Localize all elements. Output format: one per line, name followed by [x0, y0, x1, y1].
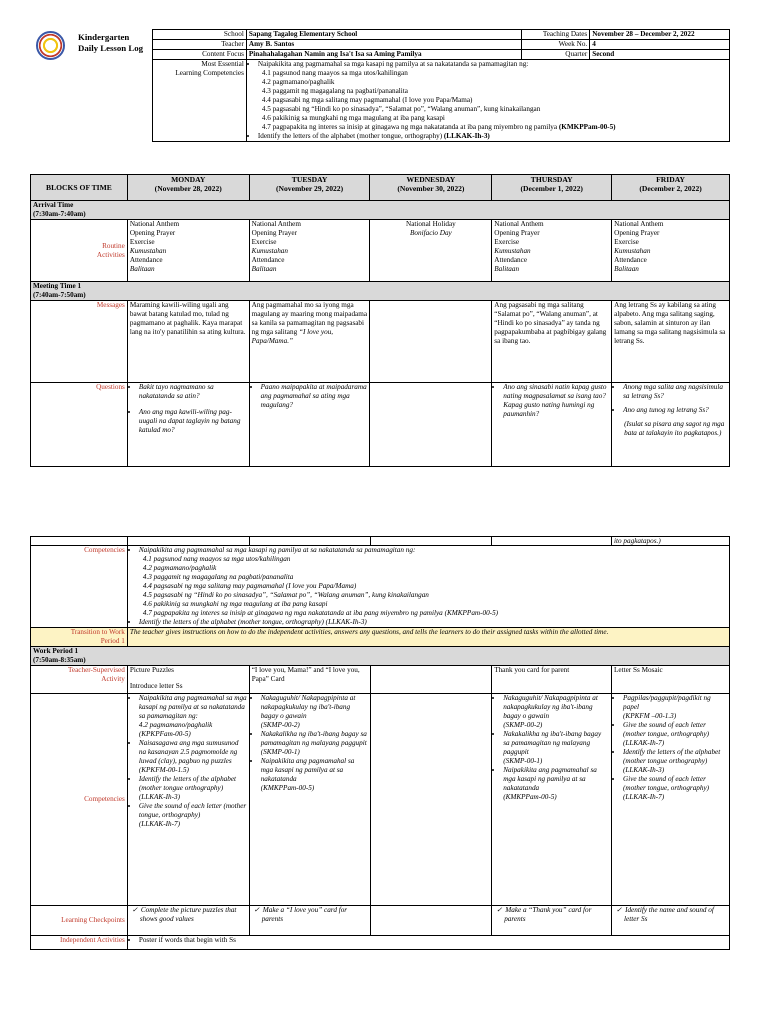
checkpoint-thursday: ✓ Make a “Thank you” card for parents — [492, 906, 612, 936]
mel-item: 4.1 pagsunod nang maayos sa mga utos/kahilingan — [261, 69, 408, 77]
competencies-label-2: Competencies — [31, 694, 128, 906]
mel-item: 4.4 pagsasabi ng mga salitang may pagmamahal (I love you Papa/Mama) — [261, 96, 473, 104]
questions-friday: • Anong mga salita ang nagsisimula sa letrang Ss? • Ano ang tunog ng letrang Ss? (Isulat sa pisara ang sagot ng mga bata at talakayin ito pagkatapos.) — [612, 383, 730, 467]
message-monday: Maraming kawili-wiling ugali ang bawat batang katulad mo, tulad ng pagmamano at paghalik. Kaya marapat lang na ito'y panatilihin sa ating kultura. — [127, 301, 249, 383]
tsa-thursday: Thank you card for parent — [492, 666, 612, 694]
message-tuesday: Ang pagmamahal mo sa iyong mga magulang ay maaring mong maipadama sa kanila sa pamamagitan ng pagsasabi ng mga salitang “I love you, Papa/Mama.” — [249, 301, 370, 383]
competencies-tuesday: • Nakaguguhit/ Nakapagpipinta at nakapagkukulay ng iba't-ibang bagay o gawain (SKMP-00-2) • Nakakalikha ng iba't-ibang bagay sa pamamagitan ng malayang paggupit (SKMP-00-1) • Naipakikita ang pagmamahal sa mga kasapi ng pamilya at sa nakatatanda (KMKPPam-00-5) — [249, 694, 370, 906]
week-value: 4 — [590, 40, 730, 50]
mel-item-code: (KMKPPam-00-5) — [558, 123, 616, 131]
school-value: Sapang Tagalog Elementary School — [246, 30, 521, 40]
mel-content — [246, 60, 729, 142]
thursday-header: THURSDAY (December 1, 2022) — [492, 175, 612, 201]
blocks-of-time-header: BLOCKS OF TIME — [31, 175, 128, 201]
questions-label: Questions — [31, 383, 128, 467]
competencies-wednesday — [370, 694, 492, 906]
checkmark-icon — [132, 906, 141, 914]
routine-activities-label: Routine Activities — [31, 220, 128, 282]
tsa-friday: Letter Ss Mosaic — [612, 666, 730, 694]
routine-list-tuesday: National Anthem Opening Prayer Exercise Kumustahan Attendance Balitaan — [249, 220, 370, 282]
mel-item: 4.7 pagpapakita ng interes sa inisip at ginagawa ng mga nakatatanda at iba pang miyembro ng pamilya — [261, 123, 558, 131]
work-period-table — [30, 536, 730, 950]
routine-list-monday: National Anthem Opening Prayer Exercise Kumustahan Attendance Balitaan — [127, 220, 249, 282]
message-friday: Ang letrang Ss ay kabilang sa ating alpabeto. Ang mga salitang saging, sabon, salamin at sinturon ay ilan lamang sa mga salitang nagsisimula sa letrang Ss. — [612, 301, 730, 383]
work-period-section: Work Period 1 (7:50am-8:35am) — [31, 647, 730, 666]
holiday-cell: National Holiday Bonifacio Day — [370, 220, 492, 282]
checkpoint-wednesday — [370, 906, 492, 936]
mel-item: 4.6 pakikinig sa mungkahi ng mga magulang at iba pang kasapi — [261, 114, 445, 122]
tsa-wednesday — [370, 666, 492, 694]
dates-value: November 28 – December 2, 2022 — [590, 30, 730, 40]
checkmark-icon — [616, 906, 625, 914]
lesson-log-page-1 — [0, 0, 768, 470]
lesson-log-page-2 — [0, 536, 768, 966]
mel-alpha: Identify the letters of the alphabet (mother tongue, orthography) — [257, 132, 443, 140]
mel-main: • Naipakikita ang pagmamahal sa mga kasapi ng pamilya at sa nakatatanda sa pamamagitan ng: — [258, 60, 727, 69]
mel-item: 4.5 pagsasabi ng “Hindi ko po sinasadya”, “Salamat po”, “Walang anuman”, kung kinakailangan — [261, 105, 541, 113]
teacher-label: Teacher — [153, 40, 247, 50]
friday-header: FRIDAY (December 2, 2022) — [612, 175, 730, 201]
routine-list-thursday: National Anthem Opening Prayer Exercise Kumustahan Attendance Balitaan — [492, 220, 612, 282]
transition-label: Transition to Work Period 1 — [31, 628, 128, 647]
tsa-tuesday: “I love you, Mama!” and “I love you, Papa” Card — [249, 666, 370, 694]
independent-activities-label: Independent Activities — [31, 936, 128, 950]
teacher-supervised-label: Teacher-Supervised Activity — [31, 666, 128, 694]
focus-value: Pinahahalagahan Namin ang Isa't Isa sa Aming Pamilya — [246, 50, 521, 60]
competencies-label: Competencies — [31, 546, 128, 628]
transition-text: The teacher gives instructions on how to do the independent activities, answers any questions, and tells the learners to do their assigned tasks within the allotted time. — [127, 628, 729, 647]
meeting-time-section: Meeting Time 1 (7:40am-7:50am) — [31, 282, 730, 301]
checkmark-icon — [496, 906, 505, 914]
checkpoint-monday: ✓ Complete the picture puzzles that shows good values — [127, 906, 249, 936]
questions-friday-note: (Isulat sa pisara ang sagot ng mga bata at talakayin ito pagkatapos.) — [624, 420, 725, 437]
questions-monday: • Bakit tayo nagmamano sa nakatatanda sa atin? • Ano ang mga kawili-wiling pag-uugali na dapat taglayin ng batang katulad mo? — [127, 383, 249, 467]
competencies-content: • Naipakikita ang pagmamahal sa mga kasapi ng pamilya at sa nakatatanda sa pamamagitan ng: 4.1 pagsunod nang maayos sa mga utos/kahilingan 4.2 pagmamano/paghalik 4.3 paggamit ng magagalang na pagbati/pananalita 4.4 pagsasabi ng mga salitang may pagmamahal (I love you Papa/Mama) 4.5 pagsasabi ng “Hindi ko po sinasadya”, “Salamat po”, “Walang anuman”, kung kinakailangan 4.6 pakikinig sa mungkahi ng mga magulang at iba pang kasapi 4.7 pagpapakita ng interes sa inisip at ginagawa ng mga nakatatanda at iba pang miyembro ng pamilya (KMKPPam-00-5) • Identify the letters of the alphabet (mother tongue, orthography) (LLKAK-Ih-3) — [127, 546, 729, 628]
wednesday-header: WEDNESDAY (November 30, 2022) — [370, 175, 492, 201]
week-label: Week No. — [522, 40, 590, 50]
independent-activities-content: • Poster if words that begin with Ss — [127, 936, 729, 950]
weekly-schedule-table — [30, 174, 730, 467]
checkmark-icon — [254, 906, 263, 914]
competencies-thursday: • Nakaguguhit/ Nakapagpipinta at nakapagkukulay ng iba't-ibang bagay o gawain (SKMP-00-2) • Nakakalikha ng iba't-ibang bagay sa pamamagitan ng malayang paggupit (SKMP-00-1) • Naipakikita ang pagmamahal sa mga kasapi ng pamilya at sa nakatatanda (KMKPPam-00-5) — [492, 694, 612, 906]
mel-item: 4.3 paggamit ng magagalang na pagbati/pananalita — [261, 87, 408, 95]
questions-thursday: • Ano ang sinasabi natin kapag gusto nating magpasalamat sa isang tao? Kapag gusto nating humingi ng paumanhin? — [492, 383, 612, 467]
mel-alpha-code: (LLKAK-Ih-3) — [443, 132, 490, 140]
document-title: Kindergarten Daily Lesson Log — [78, 32, 144, 53]
quarter-value: Second — [590, 50, 730, 60]
quarter-label: Quarter — [522, 50, 590, 60]
focus-label: Content Focus — [153, 50, 247, 60]
questions-tuesday: • Paano maipapakita at maipadarama ang pagmamahal sa ating mga magulang? — [249, 383, 370, 467]
competencies-friday: • Pagpilas/paggupit/pagdikit ng papel (KPKFM –00-1.3) • Give the sound of each letter (mother tongue, orthography) (LLKAK-Ih-7) • Identify the letters of the alphabet (mother tongue orthography) (LLKAK-Ih-3) • Give the sound of each letter (mother tongue, orthography) (LLKAK-Ih-7) — [612, 694, 730, 906]
mel-item: 4.2 pagmamano/paghalik — [261, 78, 335, 86]
tsa-monday: Picture Puzzles Introduce letter Ss — [127, 666, 249, 694]
arrival-time-section: Arrival Time (7:30am-7:40am) — [31, 201, 730, 220]
checkpoint-tuesday: ✓ Make a “I love you” card for parents — [249, 906, 370, 936]
deped-seal-icon — [36, 31, 65, 60]
school-label: School — [153, 30, 247, 40]
teacher-value: Amy B. Santos — [246, 40, 521, 50]
questions-wednesday — [370, 383, 492, 467]
monday-header: MONDAY (November 28, 2022) — [127, 175, 249, 201]
messages-label: Messages — [31, 301, 128, 383]
routine-list-friday: National Anthem Opening Prayer Exercise Kumustahan Attendance Balitaan — [612, 220, 730, 282]
competencies-monday: • Naipakikita ang pagmamahal sa mga kasapi ng pamilya at sa nakatatanda sa pamamagitan ng: 4.2 pagmamano/paghalik (KPKPFam-00-5) • Naisasagawa ang mga sumusunod na kasanayan 2.5 pagmomolde ng luwad (clay), pagbuo ng puzzles (KPKFM-00-1.5) • Identify the letters of the alphabet (mother tongue orthography) (LLKAK-Ih-3) • Give the sound of each letter (mother tongue, orthography) (LLKAK-Ih-7) — [127, 694, 249, 906]
message-wednesday — [370, 301, 492, 383]
checkpoint-friday: ✓ Identify the name and sound of letter Ss — [612, 906, 730, 936]
header-table — [152, 29, 730, 142]
learning-checkpoints-label: Learning Checkpoints — [31, 906, 128, 936]
friday-note-continued: ito pagkatapos.) — [612, 537, 730, 546]
dates-label: Teaching Dates — [522, 30, 590, 40]
tuesday-header: TUESDAY (November 29, 2022) — [249, 175, 370, 201]
mel-label: Most Essential Learning Competencies — [153, 60, 247, 142]
message-thursday: Ang pagsasabi ng mga salitang “Salamat po”, “Walang anuman”, at “Hindi ko po sinasadya” ay tanda ng pagpapakumbaba at pagbibigay galang sa ibang tao. — [492, 301, 612, 383]
